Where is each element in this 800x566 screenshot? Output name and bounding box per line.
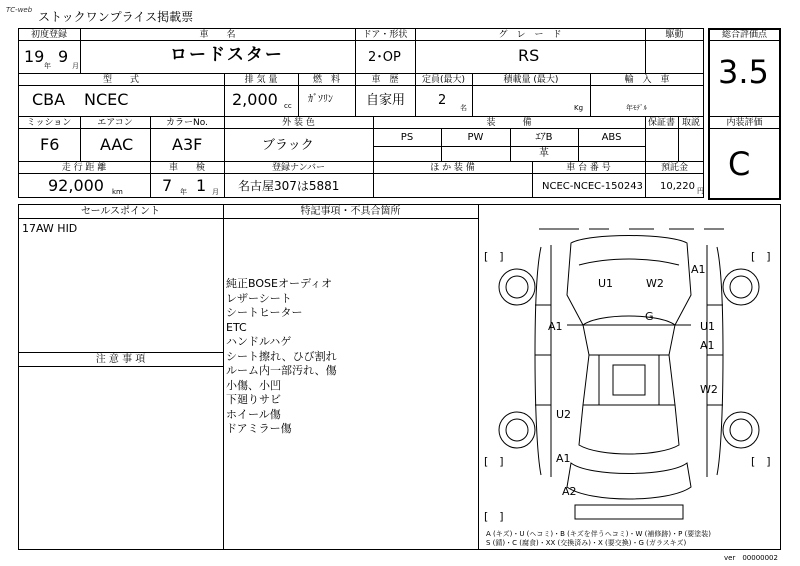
- damage-u2: U2: [556, 408, 572, 421]
- caution-label: 注 意 事 項: [95, 354, 146, 365]
- bracket-mark: [ ]: [484, 510, 504, 523]
- mission-value: F6: [40, 135, 60, 154]
- drive-label: 駆動: [665, 30, 684, 40]
- damage-legend-line2: S (錆)・C (腐食)・XX (交換済み)・X (要交換)・G (ガラスキズ): [486, 539, 687, 547]
- year-model: 年ﾓﾃﾞﾙ: [626, 104, 647, 112]
- grade: RS: [518, 46, 540, 65]
- equip-leather: 革: [539, 148, 549, 159]
- special-note: 下廻りサビ: [226, 393, 281, 406]
- damage-w2-right: W2: [700, 383, 718, 396]
- bracket-mark: [ ]: [484, 455, 504, 468]
- equip-ps: PS: [400, 132, 414, 143]
- damage-a2: A2: [562, 485, 577, 498]
- load-label: 積載量 (最大): [503, 75, 559, 85]
- warranty-label: 保証書: [647, 118, 675, 128]
- damage-a1-front-right: A1: [691, 263, 706, 276]
- price-label: 預託金: [660, 163, 688, 173]
- fuel-value: ｶﾞｿﾘﾝ: [308, 94, 333, 105]
- mission-label: ミッション: [26, 118, 72, 128]
- model-prefix: CBA: [32, 90, 66, 109]
- plate-label: 登録ナンバー: [272, 163, 325, 173]
- interior-label: 内装評価: [726, 118, 763, 128]
- other-equip-label: ほ か 装 備: [430, 163, 475, 173]
- damage-a1-right: A1: [700, 339, 715, 352]
- disp-unit: cc: [284, 102, 292, 110]
- wheel-front-left: [499, 269, 535, 305]
- mileage-value: 92,000: [48, 176, 104, 195]
- model-label: 型 式: [102, 75, 139, 85]
- mileage-unit: km: [112, 188, 123, 196]
- chassis-label: 車 台 番 号: [566, 163, 611, 173]
- car-name: ロードスター: [170, 45, 284, 65]
- car-damage-diagram: [479, 205, 780, 549]
- car-name-label: 車 名: [199, 30, 236, 40]
- insp-year: 7: [162, 176, 173, 195]
- special-note: 純正BOSEオーディオ: [226, 277, 333, 290]
- special-note: ハンドルハゲ: [226, 335, 292, 348]
- wheel-rear-right: [723, 412, 759, 448]
- special-notes-list: [226, 277, 337, 437]
- special-note: レザーシート: [226, 291, 292, 305]
- first-reg-label: 初度登録: [30, 30, 67, 40]
- ext-color-label: 外 装 色: [282, 118, 315, 128]
- sales-point-text: 17AW HID: [22, 222, 78, 235]
- special-note: ルーム内一部汚れ、傷: [226, 364, 337, 377]
- sales-point-label: セールスポイント: [80, 206, 161, 217]
- damage-g: G: [645, 310, 654, 323]
- grade-label: グ レ ー ド: [498, 30, 562, 40]
- special-note: ホイール傷: [226, 407, 281, 421]
- bracket-mark: [ ]: [751, 455, 771, 468]
- chassis-value: NCEC-NCEC-150243: [542, 181, 643, 192]
- wheel-rear-left: [499, 412, 535, 448]
- damage-legend-line1: A (キズ)・U (ヘコミ)・B (キズを伴うヘコミ)・W (補修跡)・P (要塗装): [486, 530, 712, 538]
- equip-airbag: ｴｱB: [535, 132, 553, 143]
- inspection-label: 車 検: [168, 163, 205, 173]
- history-label: 車 歴: [371, 75, 399, 85]
- color-no-value: A3F: [172, 135, 203, 154]
- capacity-label: 定員(最大): [421, 75, 466, 85]
- month-unit: 月: [72, 62, 79, 70]
- wheel-front-right: [723, 269, 759, 305]
- insp-month-unit: 月: [212, 188, 219, 196]
- version-label: ver 00000002: [724, 554, 778, 562]
- special-note: 小傷、小凹: [226, 378, 281, 392]
- bracket-mark: [ ]: [484, 250, 504, 263]
- import-label: 輸 入 車: [624, 75, 670, 85]
- insp-month: 1: [196, 176, 207, 195]
- displacement-label: 排 気 量: [244, 75, 278, 85]
- year-unit: 年: [44, 62, 51, 70]
- bracket-mark: [ ]: [751, 250, 771, 263]
- equip-pw: PW: [467, 132, 484, 143]
- equip-label: 装 備: [486, 118, 532, 128]
- door-shape-label: ドア・形状: [362, 30, 408, 40]
- door-shape: 2･OP: [368, 50, 401, 65]
- special-note: シート擦れ、ひび割れ: [226, 349, 337, 363]
- first-reg-year: 19: [24, 47, 45, 66]
- special-note: シートヒーター: [226, 306, 303, 319]
- insp-year-unit: 年: [180, 188, 187, 196]
- color-no-label: カラーNo.: [166, 118, 208, 128]
- special-note: ドアミラー傷: [226, 422, 292, 435]
- model-code: NCEC: [84, 90, 129, 109]
- aircon-label: エアコン: [97, 118, 133, 128]
- fuel-label: 燃 料: [312, 75, 340, 85]
- damage-w2-top: W2: [646, 277, 664, 290]
- manual-label: 取説: [681, 118, 700, 128]
- damage-u1-right: U1: [700, 320, 716, 333]
- damage-a1-left: A1: [548, 320, 563, 333]
- displacement: 2,000: [232, 90, 278, 109]
- mileage-label: 走 行 距 離: [61, 163, 107, 173]
- price-value: 10,220: [660, 181, 695, 192]
- damage-u1-top: U1: [598, 277, 614, 290]
- equip-abs: ABS: [601, 132, 622, 143]
- score-label: 総合評価点: [721, 30, 767, 40]
- score-value: 3.5: [718, 53, 769, 91]
- price-unit: 円: [697, 187, 704, 195]
- history-value: 自家用: [366, 93, 406, 108]
- load-unit: Kg: [574, 104, 584, 112]
- aircon-value: AAC: [100, 135, 134, 154]
- special-note: ETC: [226, 320, 247, 334]
- logo: TC-web: [6, 6, 33, 14]
- damage-a1-bottom: A1: [556, 452, 571, 465]
- capacity-unit: 名: [460, 104, 467, 112]
- first-reg-month: 9: [58, 47, 69, 66]
- special-label: 特記事項・不具合箇所: [300, 206, 401, 217]
- capacity-value: 2: [438, 93, 447, 108]
- page-title: ストックワンプライス掲載票: [38, 10, 194, 24]
- ext-color-value: ブラック: [262, 138, 314, 153]
- plate-value: 名古屋307は5881: [238, 179, 340, 193]
- interior-value: C: [728, 145, 751, 183]
